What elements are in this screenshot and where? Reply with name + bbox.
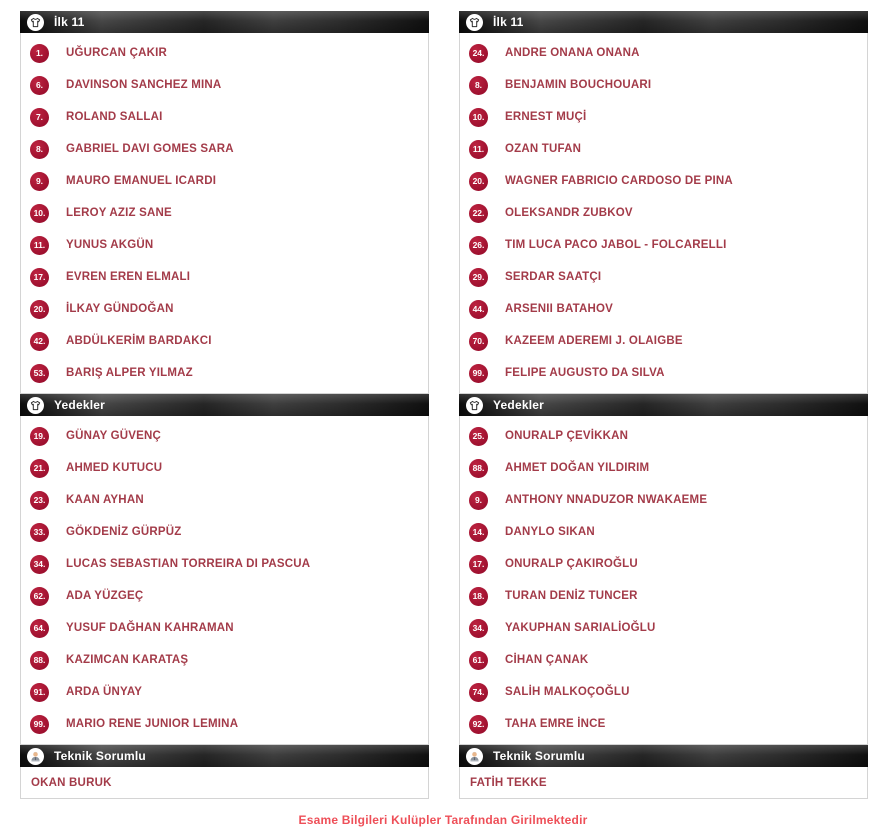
player-number-badge: 61.: [469, 651, 488, 670]
player-row[interactable]: [460, 197, 867, 229]
player-row[interactable]: [21, 133, 428, 165]
player-number-badge: 9.: [30, 172, 49, 191]
player-row[interactable]: [460, 676, 867, 708]
player-number-badge: 64.: [30, 619, 49, 638]
player-row[interactable]: [21, 197, 428, 229]
player-row[interactable]: [21, 165, 428, 197]
player-name[interactable]: TIM LUCA PACO JABOL - FOLCARELLI: [505, 239, 727, 251]
away-coach-header: [459, 745, 868, 767]
player-name[interactable]: SALİH MALKOÇOĞLU: [505, 686, 630, 698]
player-name[interactable]: ANDRE ONANA ONANA: [505, 47, 640, 59]
player-name[interactable]: OLEKSANDR ZUBKOV: [505, 207, 633, 219]
home-coach-header: [20, 745, 429, 767]
player-name[interactable]: ADA YÜZGEÇ: [66, 590, 144, 602]
player-number-badge: 62.: [30, 587, 49, 606]
player-name[interactable]: GABRIEL DAVI GOMES SARA: [66, 143, 234, 155]
home-subs-list: [20, 416, 429, 745]
player-row[interactable]: [460, 452, 867, 484]
away-coach-box: [459, 767, 868, 799]
player-row[interactable]: [460, 420, 867, 452]
player-number-badge: 70.: [469, 332, 488, 351]
player-name[interactable]: BARIŞ ALPER YILMAZ: [66, 367, 193, 379]
subs-title: Yedekler: [493, 398, 544, 412]
player-number-badge: 53.: [30, 364, 49, 383]
jersey-icon: [466, 14, 483, 31]
player-number-badge: 22.: [469, 204, 488, 223]
player-number-badge: 6.: [30, 76, 49, 95]
coach-icon: [27, 748, 44, 765]
player-row[interactable]: [460, 548, 867, 580]
player-name[interactable]: TAHA EMRE İNCE: [505, 718, 606, 730]
player-number-badge: 20.: [30, 300, 49, 319]
player-row[interactable]: [21, 612, 428, 644]
player-number-badge: 17.: [30, 268, 49, 287]
player-number-badge: 1.: [30, 44, 49, 63]
player-number-badge: 91.: [30, 683, 49, 702]
player-name[interactable]: ANTHONY NNADUZOR NWAKAEME: [505, 494, 708, 506]
player-row[interactable]: [21, 101, 428, 133]
player-row[interactable]: [460, 484, 867, 516]
player-number-badge: 88.: [469, 459, 488, 478]
player-name[interactable]: DANYLO SIKAN: [505, 526, 595, 538]
player-number-badge: 92.: [469, 715, 488, 734]
player-number-badge: 17.: [469, 555, 488, 574]
home-team-column: [20, 11, 429, 799]
player-name[interactable]: GÖKDENİZ GÜRPÜZ: [66, 526, 182, 538]
player-row[interactable]: [21, 325, 428, 357]
subs-title: Yedekler: [54, 398, 105, 412]
player-number-badge: 19.: [30, 427, 49, 446]
player-row[interactable]: [460, 325, 867, 357]
player-name[interactable]: WAGNER FABRICIO CARDOSO DE PINA: [505, 175, 733, 187]
player-name[interactable]: ONURALP ÇEVİKKAN: [505, 430, 629, 442]
player-name[interactable]: ONURALP ÇAKIROĞLU: [505, 558, 638, 570]
player-row[interactable]: [21, 357, 428, 389]
player-number-badge: 20.: [469, 172, 488, 191]
player-name[interactable]: KAZIMCAN KARATAŞ: [66, 654, 189, 666]
player-row[interactable]: [460, 612, 867, 644]
player-number-badge: 99.: [469, 364, 488, 383]
jersey-icon: [27, 397, 44, 414]
away-subs-header: [459, 394, 868, 416]
player-number-badge: 10.: [30, 204, 49, 223]
away-team-column: [459, 11, 868, 799]
player-name[interactable]: MARIO RENE JUNIOR LEMINA: [66, 718, 239, 730]
player-number-badge: 14.: [469, 523, 488, 542]
player-row[interactable]: [460, 708, 867, 740]
player-row[interactable]: [21, 420, 428, 452]
player-row[interactable]: [21, 644, 428, 676]
player-row[interactable]: [460, 101, 867, 133]
player-row[interactable]: [21, 676, 428, 708]
player-row[interactable]: [21, 229, 428, 261]
player-number-badge: 10.: [469, 108, 488, 127]
player-number-badge: 8.: [30, 140, 49, 159]
player-row[interactable]: [460, 69, 867, 101]
player-name[interactable]: YUSUF DAĞHAN KAHRAMAN: [66, 622, 234, 634]
player-name[interactable]: MAURO EMANUEL ICARDI: [66, 175, 217, 187]
player-number-badge: 42.: [30, 332, 49, 351]
player-number-badge: 8.: [469, 76, 488, 95]
player-row[interactable]: [21, 452, 428, 484]
starting-xi-title: İlk 11: [54, 15, 85, 29]
home-coach-box: [20, 767, 429, 799]
player-number-badge: 29.: [469, 268, 488, 287]
player-name[interactable]: LUCAS SEBASTIAN TORREIRA DI PASCUA: [66, 558, 311, 570]
player-row[interactable]: [21, 293, 428, 325]
player-name[interactable]: YAKUPHAN SARIALİOĞLU: [505, 622, 656, 634]
player-number-badge: 44.: [469, 300, 488, 319]
player-row[interactable]: [460, 37, 867, 69]
player-number-badge: 99.: [30, 715, 49, 734]
player-number-badge: 18.: [469, 587, 488, 606]
home-starting-xi-list: [20, 33, 429, 394]
player-number-badge: 23.: [30, 491, 49, 510]
player-row[interactable]: [460, 293, 867, 325]
home-subs-header: [20, 394, 429, 416]
player-row[interactable]: [460, 133, 867, 165]
player-name[interactable]: LEROY AZIZ SANE: [66, 207, 172, 219]
player-name[interactable]: KAZEEM ADEREMI J. OLAIGBE: [505, 335, 683, 347]
player-name[interactable]: ABDÜLKERİM BARDAKCI: [66, 335, 212, 347]
player-number-badge: 33.: [30, 523, 49, 542]
player-name[interactable]: YUNUS AKGÜN: [66, 239, 154, 251]
jersey-icon: [466, 397, 483, 414]
player-name[interactable]: CİHAN ÇANAK: [505, 654, 589, 666]
player-number-badge: 21.: [30, 459, 49, 478]
starting-xi-title: İlk 11: [493, 15, 524, 29]
player-row[interactable]: [460, 516, 867, 548]
player-number-badge: 26.: [469, 236, 488, 255]
jersey-icon: [27, 14, 44, 31]
player-row[interactable]: [21, 516, 428, 548]
player-name[interactable]: AHMED KUTUCU: [66, 462, 163, 474]
coach-title: Teknik Sorumlu: [54, 749, 146, 763]
player-name[interactable]: FELIPE AUGUSTO DA SILVA: [505, 367, 665, 379]
player-name[interactable]: BENJAMIN BOUCHOUARI: [505, 79, 652, 91]
player-row[interactable]: [460, 165, 867, 197]
player-name[interactable]: DAVINSON SANCHEZ MINA: [66, 79, 222, 91]
player-row[interactable]: [21, 580, 428, 612]
player-name[interactable]: İLKAY GÜNDOĞAN: [66, 303, 174, 315]
player-name[interactable]: SERDAR SAATÇI: [505, 271, 602, 283]
coach-title: Teknik Sorumlu: [493, 749, 585, 763]
player-name[interactable]: TURAN DENİZ TUNCER: [505, 590, 638, 602]
away-starting-xi-header: [459, 11, 868, 33]
player-name[interactable]: AHMET DOĞAN YILDIRIM: [505, 462, 650, 474]
player-row[interactable]: [21, 484, 428, 516]
player-name[interactable]: ROLAND SALLAI: [66, 111, 163, 123]
player-row[interactable]: [460, 357, 867, 389]
player-name[interactable]: EVREN EREN ELMALI: [66, 271, 191, 283]
coach-icon: [466, 748, 483, 765]
player-name[interactable]: KAAN AYHAN: [66, 494, 144, 506]
player-number-badge: 9.: [469, 491, 488, 510]
coach-name[interactable]: OKAN BURUK: [31, 776, 112, 789]
player-row[interactable]: [21, 708, 428, 740]
player-number-badge: 11.: [469, 140, 488, 159]
home-starting-xi-header: [20, 11, 429, 33]
player-name[interactable]: OZAN TUFAN: [505, 143, 582, 155]
player-name[interactable]: ARSENII BATAHOV: [505, 303, 613, 315]
player-row[interactable]: [21, 69, 428, 101]
footer-note: Esame Bilgileri Kulüpler Tarafından Girilmektedir: [298, 813, 588, 827]
player-row[interactable]: [21, 261, 428, 293]
player-row[interactable]: [21, 548, 428, 580]
away-subs-list: [459, 416, 868, 745]
player-row[interactable]: [460, 229, 867, 261]
player-number-badge: 25.: [469, 427, 488, 446]
player-number-badge: 11.: [30, 236, 49, 255]
player-row[interactable]: [21, 37, 428, 69]
player-row[interactable]: [460, 644, 867, 676]
player-name[interactable]: ERNEST MUÇİ: [505, 111, 587, 123]
away-starting-xi-list: [459, 33, 868, 394]
player-name[interactable]: UĞURCAN ÇAKIR: [66, 47, 167, 59]
player-number-badge: 88.: [30, 651, 49, 670]
player-name[interactable]: GÜNAY GÜVENÇ: [66, 430, 162, 442]
coach-name[interactable]: FATİH TEKKE: [470, 776, 547, 789]
player-number-badge: 7.: [30, 108, 49, 127]
player-number-badge: 74.: [469, 683, 488, 702]
player-number-badge: 34.: [30, 555, 49, 574]
player-row[interactable]: [460, 580, 867, 612]
player-number-badge: 34.: [469, 619, 488, 638]
player-number-badge: 24.: [469, 44, 488, 63]
player-name[interactable]: ARDA ÜNYAY: [66, 686, 143, 698]
player-row[interactable]: [460, 261, 867, 293]
